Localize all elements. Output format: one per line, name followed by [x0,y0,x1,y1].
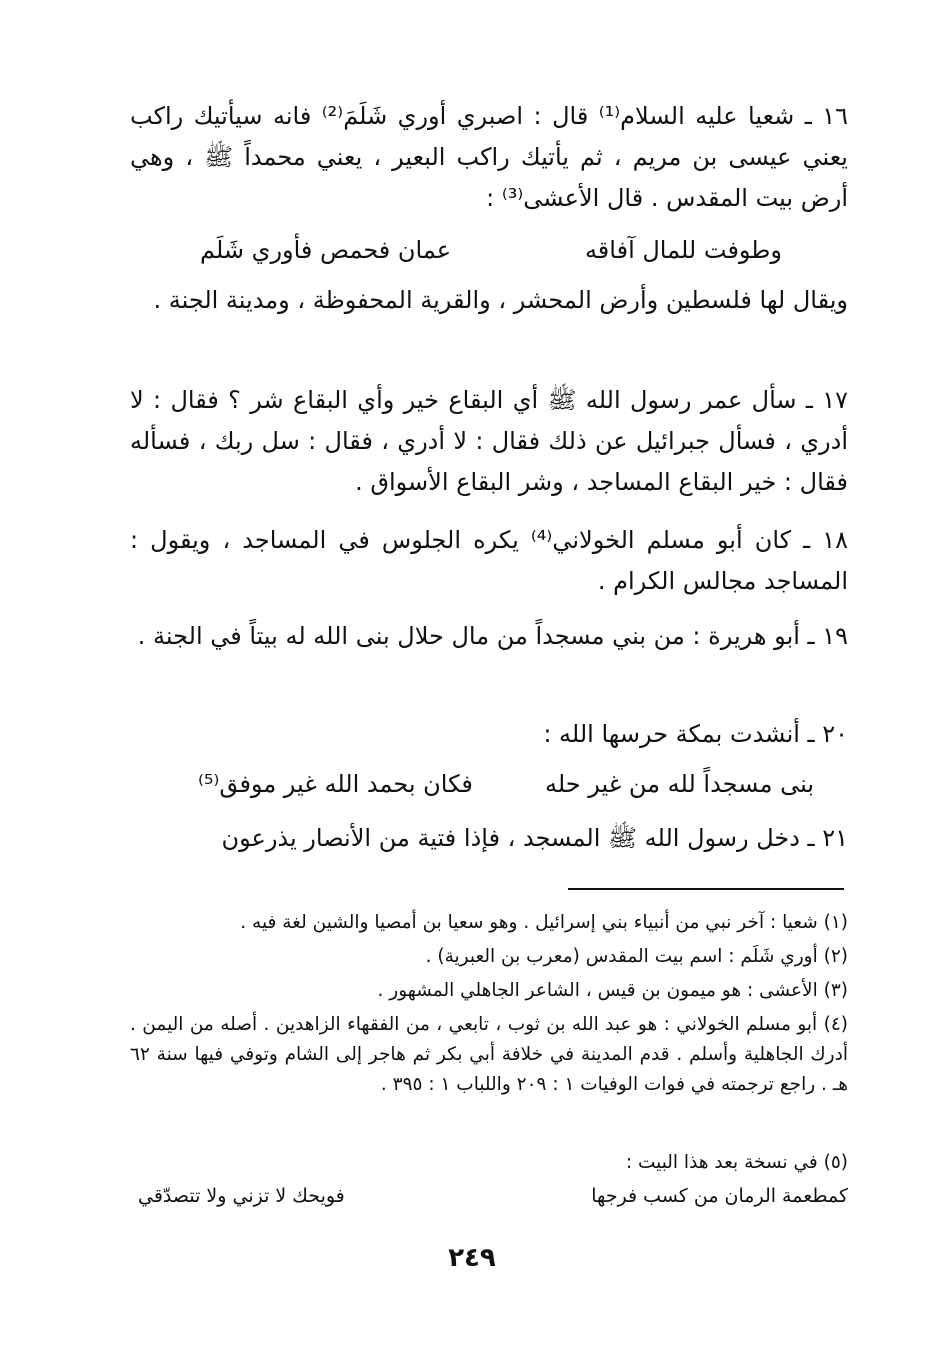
verse-1-first-hemistich: وطوفت للمال آفاقه [584,236,782,264]
footnote-5: (٥) في نسخة بعد هذا البيت : [625,1152,848,1173]
footnote-3: (٣) الأعشى : هو ميمون بن قيس ، الشاعر الجاهلي المشهور . [377,980,848,1001]
footnote-separator [568,888,844,890]
paragraph-16-continued: ويقال لها فلسطين وأرض المحشر ، والقرية المحفوظة ، ومدينة الجنة . [153,286,848,314]
paragraph-16: ١٦ ـ شعيا عليه السلام⁽¹⁾ قال : اصبري أوري شَلَمَ⁽²⁾ فانه سيأتيك راكب يعني عيسى بن مريم ، ثم يأتيك راكب البعير ، يعني محمداً ﷺ ، وهي أرض بيت المقدس . قال الأعشى⁽³⁾ : [130,102,848,212]
paragraph-19: ١٩ ـ أبو هريرة : من بني مسجداً من مال حلال بنى الله له بيتاً في الجنة . [137,622,848,650]
paragraph-17: ١٧ ـ سأل عمر رسول الله ﷺ أي البقاع خير وأي البقاع شر ؟ فقال : لا أدري ، فسأل جبرائيل عن ذلك فقال : لا أدري ، فقال : سل ربك ، فسأله فقال : خير البقاع المساجد ، وشر البقاع الأسواق . [130,386,848,496]
footnote-verse-second-hemistich: فويحك لا تزني ولا تتصدّقي [138,1185,345,1207]
paragraph-21: ٢١ ـ دخل رسول الله ﷺ المسجد ، فإذا فتية من الأنصار يذرعون [221,824,848,852]
verse-2-second-hemistich: فكان بحمد الله غير موفق⁽⁵⁾ [198,770,473,798]
verse-1-second-hemistich: عمان فحمص فأوري شَلَم [200,236,452,264]
footnote-5-verse [130,1180,848,1212]
paragraph-18: ١٨ ـ كان أبو مسلم الخولاني⁽⁴⁾ يكره الجلوس في المساجد ، ويقول : المساجد مجالس الكرام . [130,526,848,595]
footnote-4: (٤) أبو مسلم الخولاني : هو عبد الله بن ثوب ، تابعي ، من الفقهاء الزاهدين . أصله من اليمن . أدرك الجاهلية وأسلم . قدم المدينة في خلافة أبي بكر ثم هاجر إلى الشام وتوفي فيها سنة ٦٢ هـ . راجع ترجمته في فوات الوفيات ١ : ٢٠٩ واللباب ١ : ٣٩٥ . [130,1014,848,1095]
footnote-1: (١) شعيا : آخر نبي من أنبياء بني إسرائيل . وهو سعيا بن أمصيا والشين لغة فيه . [240,912,848,933]
paragraph-20: ٢٠ ـ أنشدت بمكة حرسها الله : [543,720,848,748]
verse-2-first-hemistich: بنى مسجداً لله من غير حله [544,770,814,798]
page-number: ٢٤٩ [448,1243,496,1273]
poem-verse-2 [130,764,848,804]
poem-verse-1 [130,230,848,270]
footnote-2: (٢) أوري شَلَم : اسم بيت المقدس (معرب بن العبرية) . [425,946,848,967]
footnote-verse-first-hemistich: كمطعمة الرمان من كسب فرجها [591,1185,848,1207]
